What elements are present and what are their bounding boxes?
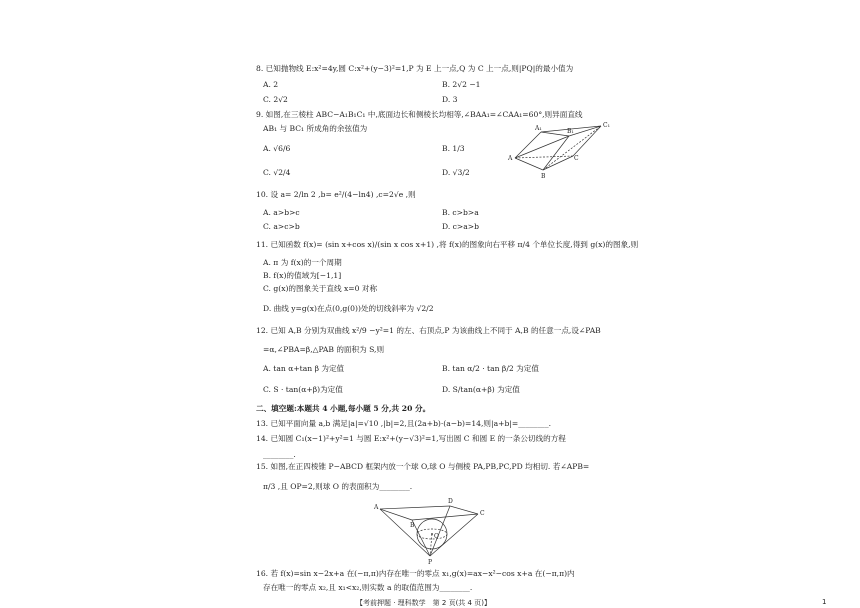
pyramid-label-o: O xyxy=(434,533,439,540)
prism-label-c: C xyxy=(574,155,579,162)
q16-stem-line1: 16. 若 f(x)=sin x−2x+a 在(−π,π)内存在唯一的零点 x₁,g(x)=ax−x²−cos x+a 在(−π,π)内 xyxy=(256,569,575,578)
q11-option-d: D. 曲线 y=g(x)在点(0,g(0))处的切线斜率为 √2/2 xyxy=(263,304,434,313)
q11-option-a: A. π 为 f(x)的一个周期 xyxy=(263,258,342,267)
q10-stem: 10. 设 a= 2/ln 2 ,b= e²/(4−ln4) ,c=2√e ,则 xyxy=(256,190,416,199)
q8-option-a: A. 2 xyxy=(263,80,279,89)
q12-option-c: C. S · tan(α+β)为定值 xyxy=(263,385,343,394)
pyramid-label-d: D xyxy=(448,498,453,505)
q9-option-d: D. √3/2 xyxy=(442,168,470,177)
q12-option-b: B. tan α/2 · tan β/2 为定值 xyxy=(442,364,539,373)
section-fill-blank-heading: 二、填空题:本题共 4 小题,每小题 5 分,共 20 分。 xyxy=(256,404,431,413)
q9-option-c: C. √2/4 xyxy=(263,168,291,177)
q8-stem: 8. 已知抛物线 E:x²=4y,圆 C:x²+(y−3)²=1,P 为 E 上一点,Q 为 C 上一点,则|PQ|的最小值为 xyxy=(256,64,574,73)
q9-option-a: A. √6/6 xyxy=(263,144,291,153)
pyramid-sphere-figure xyxy=(372,494,490,566)
prism-label-a: A xyxy=(508,155,513,162)
q9-stem-line2: AB₁ 与 BC₁ 所成角的余弦值为 xyxy=(263,124,368,133)
q10-option-d: D. c>a>b xyxy=(442,222,480,231)
q11-stem: 11. 已知函数 f(x)= (sin x+cos x)/(sin x cos x+1) ,将 f(x)的图象向右平移 π/4 个单位长度,得到 g(x)的图象,则 xyxy=(256,240,639,249)
page-number: 1 xyxy=(822,598,827,606)
q9-stem-line1: 9. 如图,在三棱柱 ABC−A₁B₁C₁ 中,底面边长和侧棱长均相等,∠BAA₁=∠CAA₁=60°,则异面直线 xyxy=(256,110,583,119)
q11-option-c: C. g(x)的图象关于直线 x=0 对称 xyxy=(263,284,378,293)
q9-option-b: B. 1/3 xyxy=(442,144,465,153)
q8-option-c: C. 2√2 xyxy=(263,95,288,104)
q8-option-b: B. 2√2 −1 xyxy=(442,80,481,89)
q14-stem-line2: ________. xyxy=(263,450,296,459)
prism-label-a1: A₁ xyxy=(535,125,542,132)
q13-stem: 13. 已知平面向量 a,b 满足|a|=√10 ,|b|=2,且(2a+b)·(a−b)=14,则|a+b|=________. xyxy=(256,419,552,428)
pyramid-label-p: P xyxy=(428,559,433,566)
q10-option-c: C. a>c>b xyxy=(263,222,300,231)
prism-label-b: B xyxy=(541,173,546,180)
q10-option-b: B. c>b>a xyxy=(442,208,479,217)
pyramid-label-a: A xyxy=(374,504,379,511)
page-footer: 【考前押题 · 理科数学 第 2 页(共 4 页)】 xyxy=(356,599,491,607)
pyramid-label-c: C xyxy=(480,510,485,517)
q12-stem-line1: 12. 已知 A,B 分别为双曲线 x²/9 −y²=1 的左、右顶点,P 为该曲线上不同于 A,B 的任意一点,设∠PAB xyxy=(256,326,601,335)
q12-option-a: A. tan α+tan β 为定值 xyxy=(263,364,345,373)
prism-label-c1: C₁ xyxy=(603,122,610,129)
prism-figure xyxy=(505,118,615,180)
pyramid-label-b: B xyxy=(410,522,415,529)
q10-option-a: A. a>b>c xyxy=(263,208,300,217)
q11-option-b: B. f(x)的值域为[−1,1] xyxy=(263,271,342,280)
q15-stem-line2: π/3 ,且 OP=2,则球 O 的表面积为________. xyxy=(263,482,413,491)
q15-stem-line1: 15. 如图,在正四棱锥 P−ABCD 框架内放一个球 O,球 O 与侧棱 PA,PB,PC,PD 均相切. 若∠APB= xyxy=(256,462,590,471)
q14-stem-line1: 14. 已知圆 C₁(x−1)²+y²=1 与圆 E:x²+(y−√3)²=1,写出圆 C 和圆 E 的一条公切线的方程 xyxy=(256,434,566,443)
q12-stem-line2: =α,∠PBA=β,△PAB 的面积为 S,则 xyxy=(263,345,385,354)
q16-stem-line2: 存在唯一的零点 x₂,且 x₁<x₂,则实数 a 的取值范围为________. xyxy=(263,583,473,592)
prism-label-b1: B₁ xyxy=(567,128,574,135)
q12-option-d: D. S/tan(α+β) 为定值 xyxy=(442,385,520,394)
q8-option-d: D. 3 xyxy=(442,95,458,104)
